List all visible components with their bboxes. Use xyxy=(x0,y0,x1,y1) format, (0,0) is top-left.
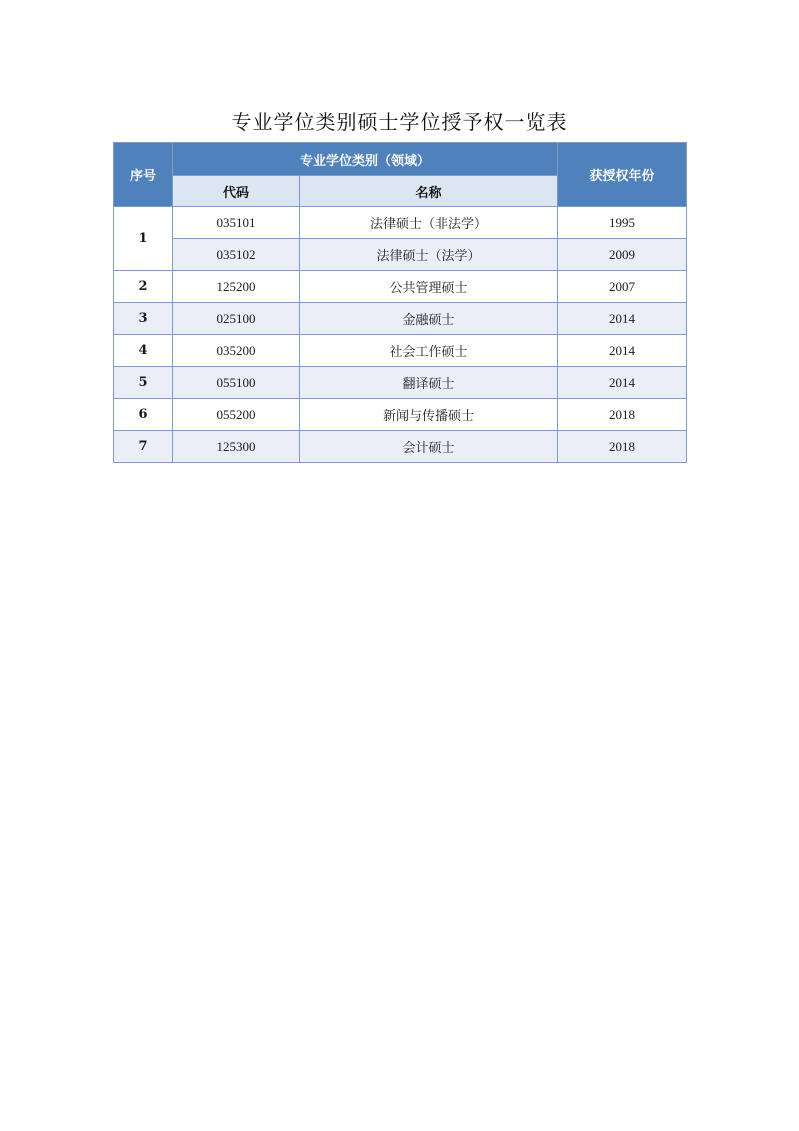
cell-code: 025100 xyxy=(173,303,300,335)
cell-year: 1995 xyxy=(558,207,687,239)
cell-name: 法律硕士（非法学） xyxy=(300,207,558,239)
cell-year: 2009 xyxy=(558,239,687,271)
header-name: 名称 xyxy=(300,176,558,207)
cell-seq: 4 xyxy=(114,335,173,367)
cell-name: 公共管理硕士 xyxy=(300,271,558,303)
cell-code: 125300 xyxy=(173,431,300,463)
cell-code: 055100 xyxy=(173,367,300,399)
table-row xyxy=(114,367,687,399)
cell-code: 035101 xyxy=(173,207,300,239)
header-year: 获授权年份 xyxy=(558,143,687,207)
cell-year: 2014 xyxy=(558,303,687,335)
cell-year: 2014 xyxy=(558,367,687,399)
document-title: 专业学位类别硕士学位授予权一览表 xyxy=(231,110,568,134)
cell-year: 2007 xyxy=(558,271,687,303)
table-row xyxy=(114,207,687,239)
table-row xyxy=(114,431,687,463)
header-seq: 序号 xyxy=(114,143,173,207)
cell-name: 会计硕士 xyxy=(300,431,558,463)
table-row xyxy=(114,335,687,367)
cell-code: 125200 xyxy=(173,271,300,303)
table-row xyxy=(114,399,687,431)
table-row xyxy=(114,239,687,271)
cell-seq: 2 xyxy=(114,271,173,303)
cell-name: 翻译硕士 xyxy=(300,367,558,399)
cell-name: 新闻与传播硕士 xyxy=(300,399,558,431)
cell-name: 金融硕士 xyxy=(300,303,558,335)
degree-authorization-table xyxy=(113,142,687,463)
cell-name: 法律硕士（法学） xyxy=(300,239,558,271)
table-row xyxy=(114,303,687,335)
cell-seq: 5 xyxy=(114,367,173,399)
cell-year: 2018 xyxy=(558,399,687,431)
cell-code: 055200 xyxy=(173,399,300,431)
cell-code: 035102 xyxy=(173,239,300,271)
table-body xyxy=(114,207,687,463)
cell-year: 2018 xyxy=(558,431,687,463)
cell-seq: 3 xyxy=(114,303,173,335)
cell-code: 035200 xyxy=(173,335,300,367)
header-code: 代码 xyxy=(173,176,300,207)
header-category-group: 专业学位类别（领域） xyxy=(173,143,558,176)
cell-year: 2014 xyxy=(558,335,687,367)
table-row xyxy=(114,271,687,303)
cell-name: 社会工作硕士 xyxy=(300,335,558,367)
cell-seq: 1 xyxy=(114,207,173,271)
cell-seq: 7 xyxy=(114,431,173,463)
cell-seq: 6 xyxy=(114,399,173,431)
